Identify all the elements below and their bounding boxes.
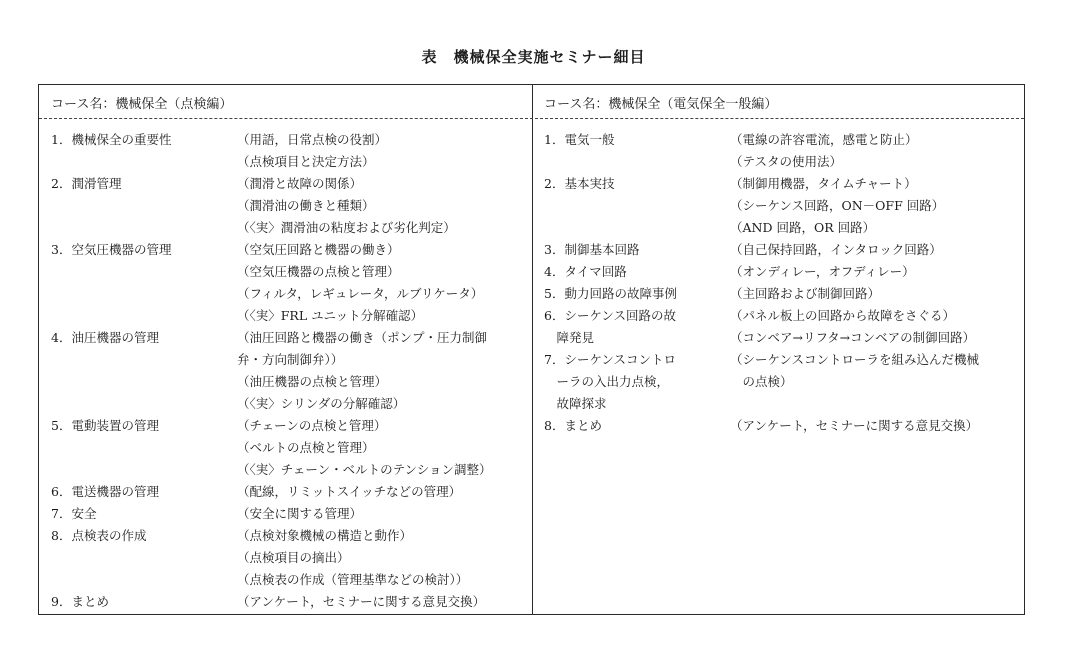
detail-line: （テスタの使用法）: [730, 154, 843, 169]
detail-line: （シーケンスコントローラを組み込んだ機械: [730, 352, 980, 367]
syllabus-topic: [544, 349, 730, 415]
left-course-header: コース名：機械保全（点検編）: [51, 97, 233, 112]
detail-line: （点検項目の摘出）: [237, 550, 350, 565]
detail-line: （潤滑油の働きと種類）: [237, 198, 375, 213]
detail-line: （点検表の作成（管理基準などの検討））: [237, 572, 469, 587]
detail-line: （〈実〉シリンダの分解確認）: [237, 396, 406, 411]
topic-line: 1．電気一般: [544, 132, 615, 147]
seminar-table: [38, 84, 1025, 615]
syllabus-topic: [544, 239, 730, 261]
table-title: [0, 46, 1067, 67]
syllabus-details: [237, 503, 529, 525]
syllabus-row: [544, 173, 1022, 239]
syllabus-details: [237, 591, 529, 613]
syllabus-topic: [51, 415, 237, 481]
syllabus-row: [544, 239, 1022, 261]
topic-line: 3．空気圧機器の管理: [51, 242, 172, 257]
syllabus-topic: [544, 173, 730, 239]
syllabus-details: [237, 525, 529, 591]
detail-line: （点検対象機械の構造と動作）: [237, 528, 413, 543]
topic-line: 2．潤滑管理: [51, 176, 122, 191]
syllabus-row: [51, 525, 529, 591]
topic-line: 7．シーケンスコントロ: [544, 352, 676, 367]
syllabus-row: [544, 415, 1022, 437]
header-divider: [39, 118, 1024, 119]
syllabus-row: [544, 129, 1022, 173]
topic-line: 6．電送機器の管理: [51, 484, 159, 499]
topic-line: 2．基本実技: [544, 176, 615, 191]
syllabus-row: [51, 239, 529, 327]
syllabus-details: [730, 239, 1022, 261]
detail-line: （潤滑と故障の関係）: [237, 176, 363, 191]
syllabus-row: [51, 415, 529, 481]
syllabus-topic: [51, 173, 237, 239]
left-course-column: [51, 129, 529, 613]
syllabus-row: [544, 305, 1022, 349]
syllabus-details: [730, 283, 1022, 305]
topic-line: 5．電動装置の管理: [51, 418, 159, 433]
detail-line: の点検）: [730, 374, 793, 389]
detail-line: （油圧回路と機器の働き（ポンプ・圧力制御: [237, 330, 488, 345]
detail-line: （用語，日常点検の役割）: [237, 132, 388, 147]
syllabus-details: [730, 305, 1022, 349]
detail-line: （オンディレー，オフディレー）: [730, 264, 915, 279]
topic-line: 故障探求: [544, 396, 607, 411]
detail-line: （点検項目と決定方法）: [237, 154, 375, 169]
detail-line: （パネル板上の回路から故障をさぐる）: [730, 308, 956, 323]
topic-line: 5．動力回路の故障事例: [544, 286, 677, 301]
topic-line: 9．まとめ: [51, 594, 109, 609]
detail-line: （AND 回路，OR 回路）: [730, 220, 876, 235]
detail-line: （自己保持回路，インタロック回路）: [730, 242, 942, 257]
syllabus-topic: [51, 525, 237, 591]
syllabus-row: [51, 503, 529, 525]
syllabus-details: [237, 327, 529, 415]
syllabus-topic: [51, 129, 237, 173]
syllabus-details: [237, 415, 529, 481]
detail-line: （安全に関する管理）: [237, 506, 363, 521]
topic-line: 4．油圧機器の管理: [51, 330, 159, 345]
syllabus-row: [544, 283, 1022, 305]
topic-line: 7．安全: [51, 506, 97, 521]
syllabus-topic: [51, 591, 237, 613]
detail-line: （アンケート，セミナーに関する意見交換）: [730, 418, 979, 433]
detail-line: （〈実〉チェーン・ベルトのテンション調整）: [237, 462, 492, 477]
syllabus-row: [51, 591, 529, 613]
syllabus-details: [730, 173, 1022, 239]
syllabus-topic: [51, 481, 237, 503]
detail-line: （油圧機器の点検と管理）: [237, 374, 388, 389]
syllabus-row: [51, 327, 529, 415]
detail-line: （チェーンの点検と管理）: [237, 418, 387, 433]
topic-line: 8．点検表の作成: [51, 528, 147, 543]
detail-line: （ベルトの点検と管理）: [237, 440, 375, 455]
topic-line: 障発見: [544, 330, 595, 345]
syllabus-details: [237, 481, 529, 503]
syllabus-details: [730, 261, 1022, 283]
detail-line: （〈実〉FRL ユニット分解確認）: [237, 308, 424, 323]
topic-line: 8．まとめ: [544, 418, 602, 433]
topic-line: 3．制御基本回路: [544, 242, 640, 257]
detail-line: （フィルタ，レギュレータ，ルブリケータ）: [237, 286, 484, 301]
syllabus-topic: [544, 415, 730, 437]
syllabus-topic: [51, 327, 237, 415]
topic-line: 6．シーケンス回路の故: [544, 308, 676, 323]
table-title-text: 機械保全実施セミナー細目: [453, 48, 646, 66]
detail-line: （シーケンス回路，ON－OFF 回路）: [730, 198, 945, 213]
syllabus-row: [51, 129, 529, 173]
topic-line: 4．タイマ回路: [544, 264, 627, 279]
detail-line: （電線の許容電流，感電と防止）: [730, 132, 918, 147]
table-label: 表: [421, 48, 438, 66]
column-divider: [532, 85, 533, 614]
detail-line: 弁・方向制御弁））: [237, 352, 344, 367]
syllabus-topic: [544, 283, 730, 305]
right-course-column: [544, 129, 1022, 437]
syllabus-row: [544, 261, 1022, 283]
syllabus-topic: [544, 129, 730, 173]
syllabus-topic: [51, 239, 237, 327]
syllabus-row: [544, 349, 1022, 415]
detail-line: （配線，リミットスイッチなどの管理）: [237, 484, 462, 499]
detail-line: （主回路および制御回路）: [730, 286, 881, 301]
topic-line: 1．機械保全の重要性: [51, 132, 172, 147]
syllabus-topic: [51, 503, 237, 525]
detail-line: （空気圧機器の点検と管理）: [237, 264, 400, 279]
detail-line: （コンベア→リフタ→コンベアの制御回路）: [730, 330, 976, 345]
syllabus-details: [237, 239, 529, 327]
syllabus-details: [730, 415, 1022, 437]
detail-line: （〈実〉潤滑油の粘度および劣化判定）: [237, 220, 456, 235]
syllabus-details: [237, 129, 529, 173]
detail-line: （アンケート，セミナーに関する意見交換）: [237, 594, 486, 609]
syllabus-details: [730, 129, 1022, 173]
syllabus-row: [51, 173, 529, 239]
detail-line: （制御用機器，タイムチャート）: [730, 176, 917, 191]
syllabus-details: [237, 173, 529, 239]
right-course-header: コース名：機械保全（電気保全一般編）: [544, 97, 778, 112]
syllabus-topic: [544, 261, 730, 283]
detail-line: （空気圧回路と機器の働き）: [237, 242, 400, 257]
syllabus-details: [730, 349, 1022, 415]
topic-line: ーラの入出力点検，: [544, 374, 670, 389]
syllabus-row: [51, 481, 529, 503]
syllabus-topic: [544, 305, 730, 349]
